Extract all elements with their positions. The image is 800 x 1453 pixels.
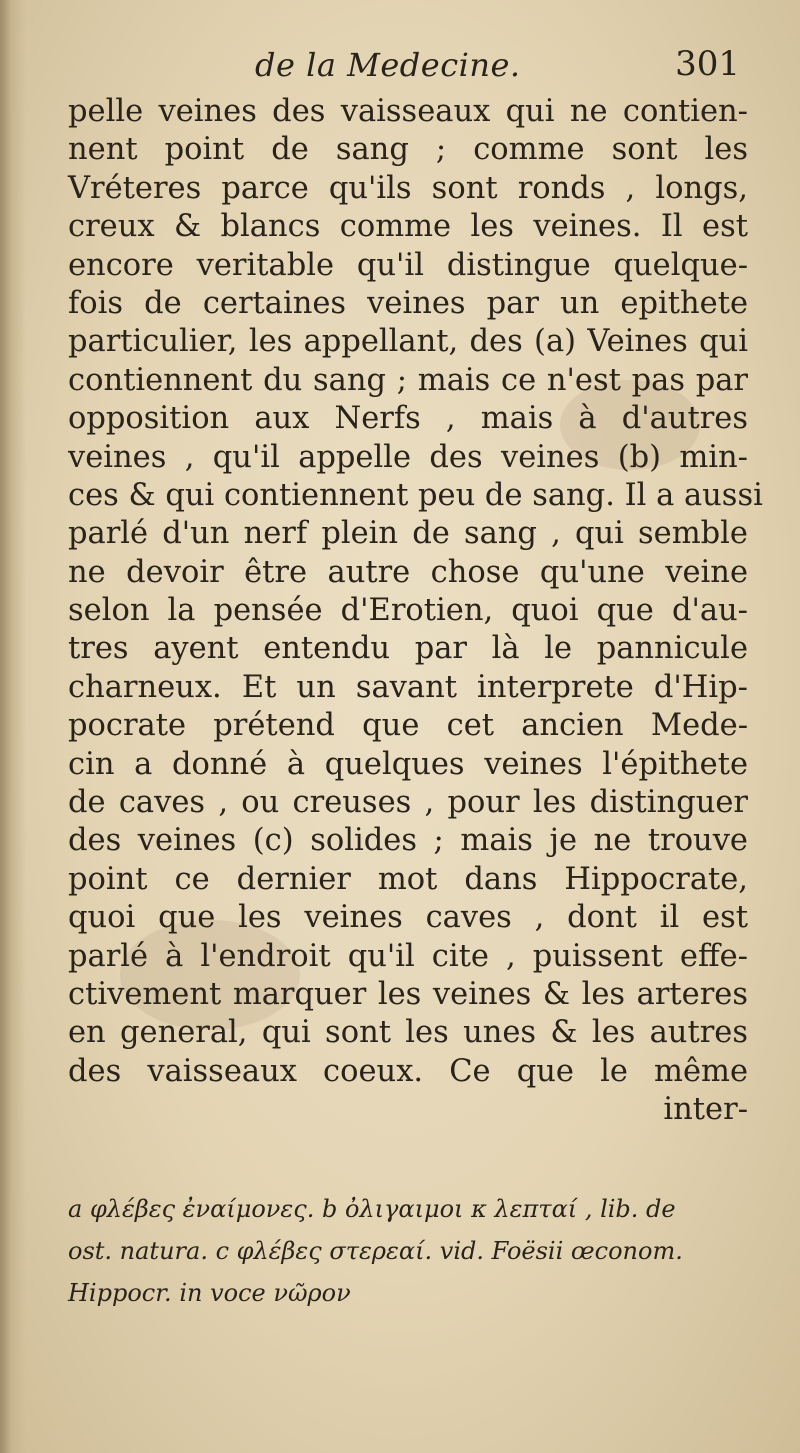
- text-line: pocrate prétend que cet ancien Mede-: [68, 708, 748, 744]
- text-line: des vaisseaux coeux. Ce que le même: [68, 1053, 748, 1089]
- text-line: point ce dernier mot dans Hippocrate,: [68, 861, 748, 897]
- body-text: [68, 93, 763, 1130]
- text-line: de caves , ou creuses , pour les distinguer: [68, 785, 748, 821]
- footnotes: [68, 1188, 748, 1314]
- text-line: contiennent du sang ; mais ce n'est pas par: [68, 362, 748, 398]
- text-line: veines , qu'il appelle des veines (b) min-: [68, 439, 748, 475]
- text-line: Vréteres parce qu'ils sont ronds , longs,: [68, 170, 748, 206]
- text-line: tres ayent entendu par là le pannicule: [68, 631, 748, 667]
- text-line: cin a donné à quelques veines l'épithete: [68, 746, 748, 782]
- text-line: quoi que les veines caves , dont il est: [68, 900, 748, 936]
- page-header: [70, 44, 740, 94]
- text-line: ne devoir être autre chose qu'une veine: [68, 554, 748, 590]
- text-line: nent point de sang ; comme sont les: [68, 132, 748, 168]
- text-line: fois de certaines veines par un epithete: [68, 285, 748, 321]
- text-line: creux & blancs comme les veines. Il est: [68, 209, 748, 245]
- text-line: parlé à l'endroit qu'il cite , puissent effe-: [68, 938, 748, 974]
- footnote-line: Hippocr. in voce νῶρον: [68, 1279, 351, 1307]
- catchword: inter-: [663, 1092, 748, 1128]
- text-line: particulier, les appellant, des (a) Veines qui: [68, 324, 748, 360]
- footnote-line: ost. natura. c φλέβες στερεαί. vid. Foësii œconom.: [68, 1237, 683, 1265]
- page-number: 301: [675, 44, 740, 84]
- page-gutter-shadow: [0, 0, 26, 1453]
- text-line: ces & qui contiennent peu de sang. Il a aussi: [68, 477, 763, 513]
- text-line: charneux. Et un savant interprete d'Hip-: [68, 669, 748, 705]
- text-line: ctivement marquer les veines & les arteres: [68, 976, 748, 1012]
- text-line: encore veritable qu'il distingue quelque-: [68, 247, 748, 283]
- text-line: en general, qui sont les unes & les autres: [68, 1015, 748, 1051]
- text-line: opposition aux Nerfs , mais à d'autres: [68, 401, 748, 437]
- text-line: selon la pensée d'Erotien, quoi que d'au-: [68, 593, 748, 629]
- footnote-line: a φλέβες ἐναίμονες. b ὀλιγαιμοι κ λεπταί , lib. de: [68, 1195, 676, 1223]
- text-line: parlé d'un nerf plein de sang , qui semble: [68, 516, 748, 552]
- text-line: des veines (c) solides ; mais je ne trouve: [68, 823, 748, 859]
- text-line: pelle veines des vaisseaux qui ne contien-: [68, 94, 748, 129]
- running-head: de la Medecine.: [255, 46, 521, 84]
